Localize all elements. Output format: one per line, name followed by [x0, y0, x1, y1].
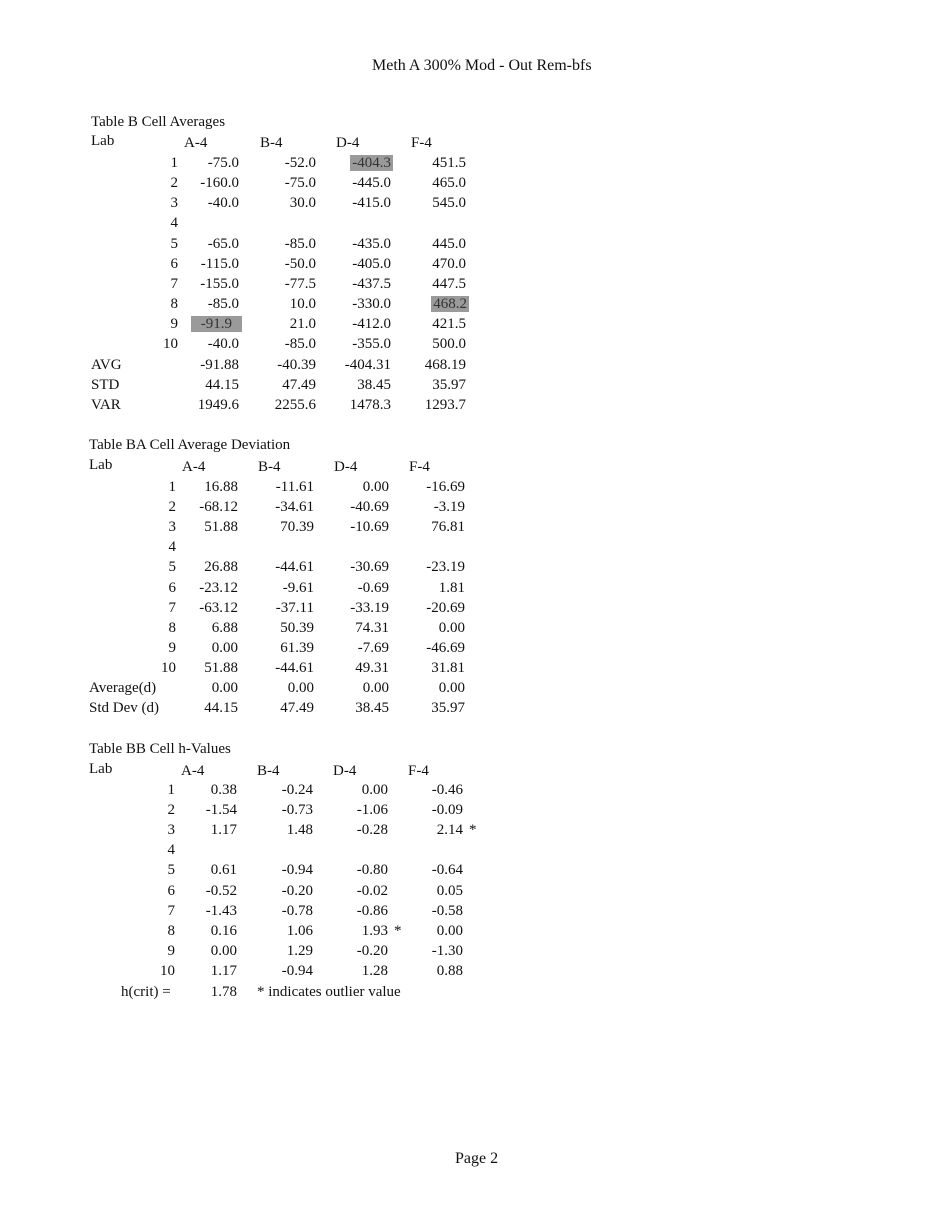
cell-d4: -30.69 [350, 559, 389, 575]
table-bb-lab-header: Lab [89, 761, 113, 777]
cell-f4: -0.64 [431, 862, 463, 878]
cell-b4: -11.61 [275, 479, 314, 495]
cell-a4: 26.88 [204, 559, 238, 575]
table-bb-col-a4: A-4 [181, 763, 205, 779]
cell-d4: -7.69 [357, 640, 389, 656]
lab-number: 9 [168, 640, 176, 656]
lab-number: 3 [170, 195, 178, 211]
cell-a4: -160.0 [200, 175, 239, 191]
lab-number: 5 [168, 559, 176, 575]
cell-b4: -75.0 [284, 175, 316, 191]
cell-d4: -415.0 [352, 195, 391, 211]
cell-d4: 0.00 [362, 680, 389, 696]
lab-number: 1 [167, 782, 175, 798]
cell-f4: 468.19 [424, 357, 466, 373]
cell-f4: -0.46 [431, 782, 463, 798]
cell-f4: 1.81 [438, 580, 465, 596]
lab-number: 7 [168, 600, 176, 616]
cell-b4: 0.00 [287, 680, 314, 696]
cell-a4: -75.0 [207, 155, 239, 171]
cell-a4: 6.88 [211, 620, 238, 636]
cell-b4: 47.49 [280, 700, 314, 716]
cell-b4: -9.61 [282, 580, 314, 596]
cell-f4: 2.14 [436, 822, 463, 838]
cell-f4: 0.00 [438, 620, 465, 636]
cell-a4: 0.00 [211, 640, 238, 656]
cell-a4: -63.12 [199, 600, 238, 616]
page-number: Page 2 [455, 1150, 499, 1167]
cell-f4: 421.5 [432, 316, 466, 332]
cell-d4: -412.0 [352, 316, 391, 332]
lab-number: 2 [168, 499, 176, 515]
cell-b4: -44.61 [275, 559, 314, 575]
cell-d4: -0.02 [356, 883, 388, 899]
cell-b4: 1.29 [286, 943, 313, 959]
cell-a4: 0.61 [210, 862, 237, 878]
cell-b4: 61.39 [280, 640, 314, 656]
lab-number: 3 [168, 519, 176, 535]
cell-d4: -33.19 [350, 600, 389, 616]
cell-d4: -404.31 [344, 357, 391, 373]
cell-d4: -355.0 [352, 336, 391, 352]
cell-f4: 465.0 [432, 175, 466, 191]
cell-b4: -0.24 [281, 782, 313, 798]
table-ba-col-f4: F-4 [409, 459, 430, 475]
table-bb-col-d4: D-4 [333, 763, 357, 779]
cell-d4: -330.0 [352, 296, 391, 312]
table-ba-title: Table BA Cell Average Deviation [89, 437, 291, 453]
cell-f4: 447.5 [432, 276, 466, 292]
cell-d4: -437.5 [352, 276, 391, 292]
cell-b4: 2255.6 [274, 397, 316, 413]
page-title: Meth A 300% Mod - Out Rem-bfs [372, 57, 592, 74]
cell-f4: 0.00 [436, 923, 463, 939]
cell-f4: 0.00 [438, 680, 465, 696]
lab-number: 8 [170, 296, 178, 312]
lab-number: 7 [170, 276, 178, 292]
cell-b4: -34.61 [275, 499, 314, 515]
summary-label: Average(d) [89, 680, 157, 696]
cell-f4: 470.0 [432, 256, 466, 272]
lab-number: 1 [170, 155, 178, 171]
cell-d4: -0.69 [357, 580, 389, 596]
cell-a4: -65.0 [207, 236, 239, 252]
cell-f4: 76.81 [431, 519, 465, 535]
summary-label: AVG [91, 357, 122, 373]
lab-number: 10 [161, 660, 176, 676]
cell-f4: -20.69 [426, 600, 465, 616]
summary-label: STD [91, 377, 120, 393]
lab-number: 6 [167, 883, 175, 899]
cell-d4: 0.00 [361, 782, 388, 798]
table-bb-col-b4: B-4 [257, 763, 280, 779]
cell-d4: 0.00 [362, 479, 389, 495]
cell-b4: -40.39 [277, 357, 316, 373]
lab-number: 8 [168, 620, 176, 636]
cell-f4: 451.5 [432, 155, 466, 171]
cell-b4: -0.94 [281, 862, 313, 878]
lab-number: 9 [167, 943, 175, 959]
cell-a4: 1.17 [210, 963, 237, 979]
cell-d4: -0.86 [356, 903, 388, 919]
cell-f4: -0.58 [431, 903, 463, 919]
cell-f4: -16.69 [426, 479, 465, 495]
table-ba-col-b4: B-4 [258, 459, 281, 475]
hcrit-label: h(crit) = [121, 984, 171, 1000]
cell-b4: 30.0 [289, 195, 316, 211]
cell-f4: 35.97 [432, 377, 466, 393]
cell-b4: -52.0 [284, 155, 316, 171]
cell-a4: 0.38 [210, 782, 237, 798]
outlier-note: * indicates outlier value [257, 984, 401, 1000]
outlier-marker: * [394, 923, 402, 939]
cell-d4: -0.28 [356, 822, 388, 838]
cell-b4: 47.49 [282, 377, 316, 393]
cell-a4: -155.0 [200, 276, 239, 292]
table-ba-lab-header: Lab [89, 457, 113, 473]
cell-d4-highlighted: -404.3 [352, 155, 391, 171]
cell-d4: -0.80 [356, 862, 388, 878]
cell-b4: 70.39 [280, 519, 314, 535]
cell-d4: 1478.3 [349, 397, 391, 413]
cell-f4: 500.0 [432, 336, 466, 352]
cell-b4: 21.0 [289, 316, 316, 332]
table-b-lab-header: Lab [91, 133, 115, 149]
cell-b4: 1.48 [286, 822, 313, 838]
cell-f4: 445.0 [432, 236, 466, 252]
cell-a4: 16.88 [204, 479, 238, 495]
cell-d4: 1.93 [361, 923, 388, 939]
cell-a4: -1.54 [205, 802, 237, 818]
cell-a4: -40.0 [207, 195, 239, 211]
cell-a4: 44.15 [204, 700, 238, 716]
table-b-title: Table B Cell Averages [91, 114, 226, 130]
lab-number: 8 [167, 923, 175, 939]
lab-number: 3 [167, 822, 175, 838]
cell-f4-highlighted: 468.2 [433, 296, 467, 312]
table-bb-title: Table BB Cell h-Values [89, 741, 231, 757]
cell-d4: -1.06 [356, 802, 388, 818]
summary-label: VAR [91, 397, 121, 413]
cell-a4: -0.52 [205, 883, 237, 899]
cell-a4: -115.0 [200, 256, 239, 272]
cell-a4: -40.0 [207, 336, 239, 352]
cell-d4: -435.0 [352, 236, 391, 252]
cell-b4: -0.73 [281, 802, 313, 818]
table-ba-col-a4: A-4 [182, 459, 206, 475]
cell-f4: 31.81 [431, 660, 465, 676]
cell-d4: 38.45 [357, 377, 391, 393]
table-bb-col-f4: F-4 [408, 763, 429, 779]
lab-number: 2 [167, 802, 175, 818]
table-b-col-d4: D-4 [336, 135, 360, 151]
cell-d4: 49.31 [355, 660, 389, 676]
lab-number: 10 [160, 963, 175, 979]
lab-number: 4 [170, 215, 178, 231]
cell-d4: 1.28 [361, 963, 388, 979]
cell-a4: 0.00 [211, 680, 238, 696]
lab-number: 4 [168, 539, 176, 555]
cell-f4: -23.19 [426, 559, 465, 575]
cell-b4: -85.0 [284, 336, 316, 352]
cell-a4: 0.16 [210, 923, 237, 939]
lab-number: 6 [170, 256, 178, 272]
lab-number: 2 [170, 175, 178, 191]
cell-a4: 1949.6 [197, 397, 239, 413]
cell-b4: 1.06 [286, 923, 313, 939]
hcrit-value: 1.78 [210, 984, 237, 1000]
cell-b4: -77.5 [284, 276, 316, 292]
cell-b4: -44.61 [275, 660, 314, 676]
cell-f4: 1293.7 [424, 397, 466, 413]
cell-b4: -37.11 [275, 600, 314, 616]
lab-number: 10 [163, 336, 178, 352]
lab-number: 9 [170, 316, 178, 332]
cell-a4-highlighted: -91.9 [191, 316, 242, 332]
cell-d4: -405.0 [352, 256, 391, 272]
outlier-marker: * [469, 822, 477, 838]
cell-b4: 50.39 [280, 620, 314, 636]
cell-d4: 74.31 [355, 620, 389, 636]
cell-f4: 0.88 [436, 963, 463, 979]
cell-a4: -1.43 [205, 903, 237, 919]
cell-d4: -445.0 [352, 175, 391, 191]
cell-d4: -10.69 [350, 519, 389, 535]
cell-a4: 51.88 [204, 519, 238, 535]
cell-f4: -1.30 [431, 943, 463, 959]
table-b-col-f4: F-4 [411, 135, 432, 151]
cell-d4: -0.20 [356, 943, 388, 959]
cell-b4: 10.0 [289, 296, 316, 312]
lab-number: 7 [167, 903, 175, 919]
cell-b4: -85.0 [284, 236, 316, 252]
cell-d4: 38.45 [355, 700, 389, 716]
lab-number: 5 [170, 236, 178, 252]
cell-a4: -23.12 [199, 580, 238, 596]
lab-number: 1 [168, 479, 176, 495]
cell-a4: 1.17 [210, 822, 237, 838]
cell-f4: 35.97 [431, 700, 465, 716]
cell-b4: -0.20 [281, 883, 313, 899]
cell-a4: -68.12 [199, 499, 238, 515]
cell-f4: -0.09 [431, 802, 463, 818]
cell-b4: -0.94 [281, 963, 313, 979]
cell-d4: -40.69 [350, 499, 389, 515]
cell-a4: 51.88 [204, 660, 238, 676]
cell-f4: 545.0 [432, 195, 466, 211]
table-b-col-b4: B-4 [260, 135, 283, 151]
lab-number: 5 [167, 862, 175, 878]
cell-f4: -3.19 [433, 499, 465, 515]
cell-a4: 44.15 [205, 377, 239, 393]
cell-a4: 0.00 [210, 943, 237, 959]
summary-label: Std Dev (d) [89, 700, 159, 716]
cell-a4: -91.88 [200, 357, 239, 373]
lab-number: 4 [167, 842, 175, 858]
cell-f4: -46.69 [426, 640, 465, 656]
cell-f4: 0.05 [436, 883, 463, 899]
table-ba-col-d4: D-4 [334, 459, 358, 475]
cell-b4: -0.78 [281, 903, 313, 919]
cell-b4: -50.0 [284, 256, 316, 272]
cell-a4: -85.0 [207, 296, 239, 312]
table-b-col-a4: A-4 [184, 135, 208, 151]
lab-number: 6 [168, 580, 176, 596]
